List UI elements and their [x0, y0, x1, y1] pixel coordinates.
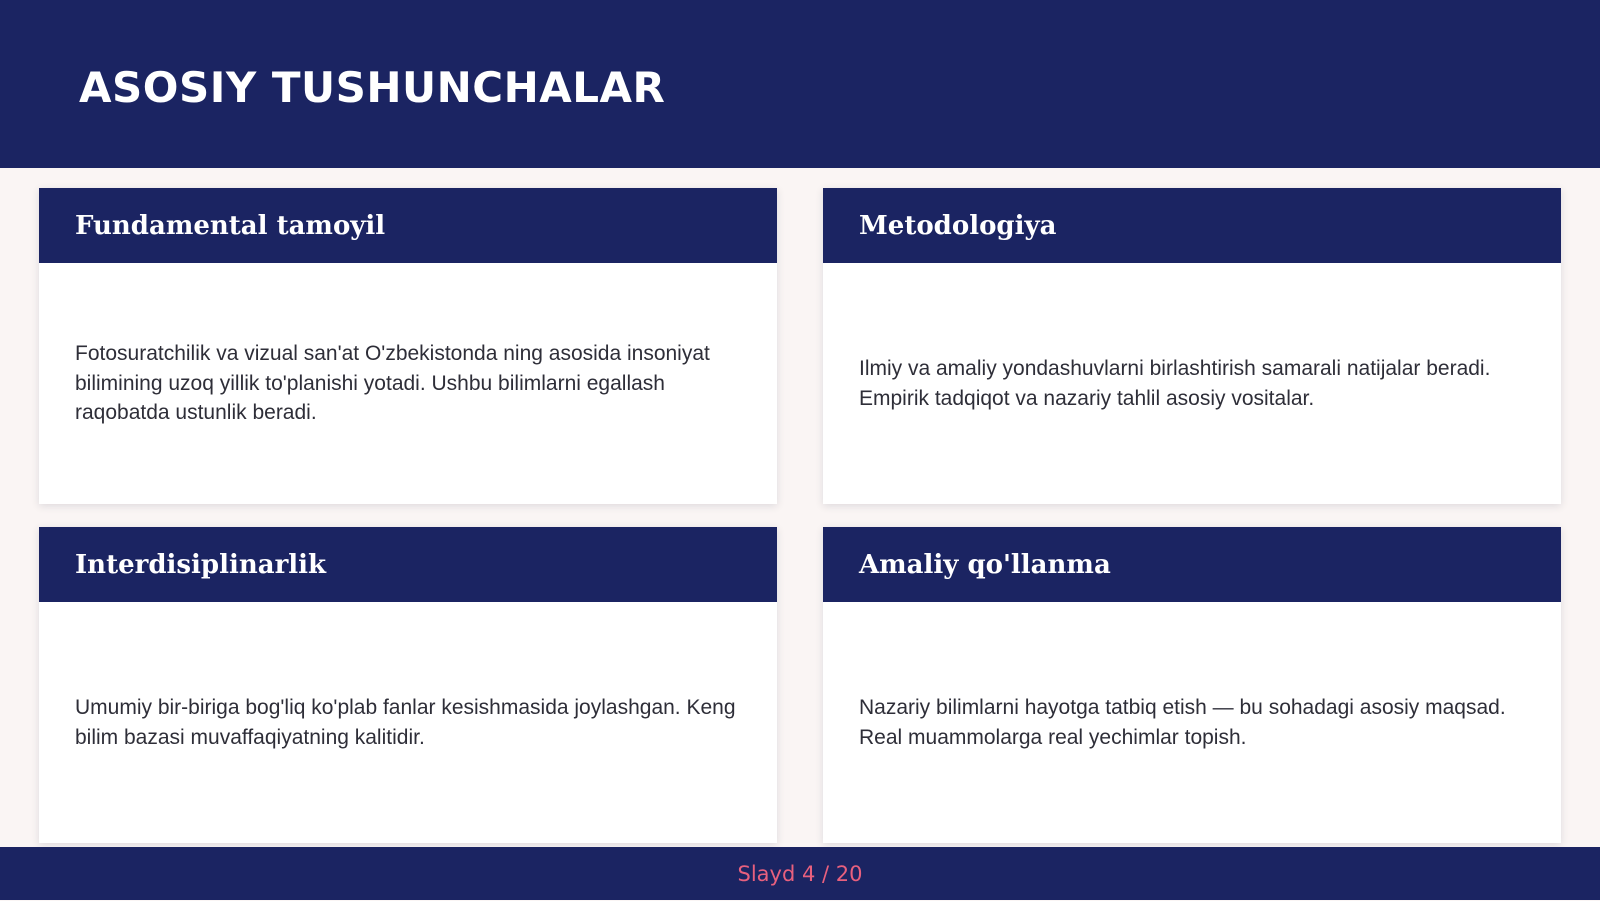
card-title: Metodologiya — [859, 211, 1057, 241]
card-text: Ilmiy va amaliy yondashuvlarni birlashtirish samarali natijalar beradi. Empirik tadqiqot va nazariy tahlil asosiy vositalar. — [859, 357, 1491, 410]
slide-title: ASOSIY TUSHUNCHALAR — [79, 63, 666, 112]
card-header — [823, 527, 1561, 602]
slide-header — [0, 0, 1600, 168]
card-text: Umumiy bir-biriga bog'liq ko'plab fanlar kesishmasida joylashgan. Keng bilim bazasi muvaffaqiyatning kalitidir. — [75, 696, 736, 749]
slide-footer — [0, 847, 1600, 900]
concept-card-practical-application — [823, 527, 1561, 843]
card-header — [39, 188, 777, 263]
card-body — [859, 602, 1531, 843]
card-title: Amaliy qo'llanma — [859, 550, 1111, 580]
concept-card-interdisciplinarity — [39, 527, 777, 843]
card-title: Fundamental tamoyil — [75, 211, 386, 241]
concept-card-methodology — [823, 188, 1561, 504]
card-text: Fotosuratchilik va vizual san'at O'zbekistonda ning asosida insoniyat bilimining uzoq yillik to'planishi yotadi. Ushbu bilimlarni egallash raqobatda ustunlik beradi. — [75, 342, 710, 425]
card-header — [39, 527, 777, 602]
card-body — [75, 602, 747, 843]
concept-card-fundamental — [39, 188, 777, 504]
card-body — [75, 263, 747, 504]
card-text: Nazariy bilimlarni hayotga tatbiq etish — bu sohadagi asosiy maqsad. Real muammolarga real yechimlar topish. — [859, 696, 1506, 749]
card-header — [823, 188, 1561, 263]
slide-number: Slayd 4 / 20 — [737, 862, 863, 886]
card-body — [859, 263, 1531, 504]
card-title: Interdisiplinarlik — [75, 550, 327, 580]
